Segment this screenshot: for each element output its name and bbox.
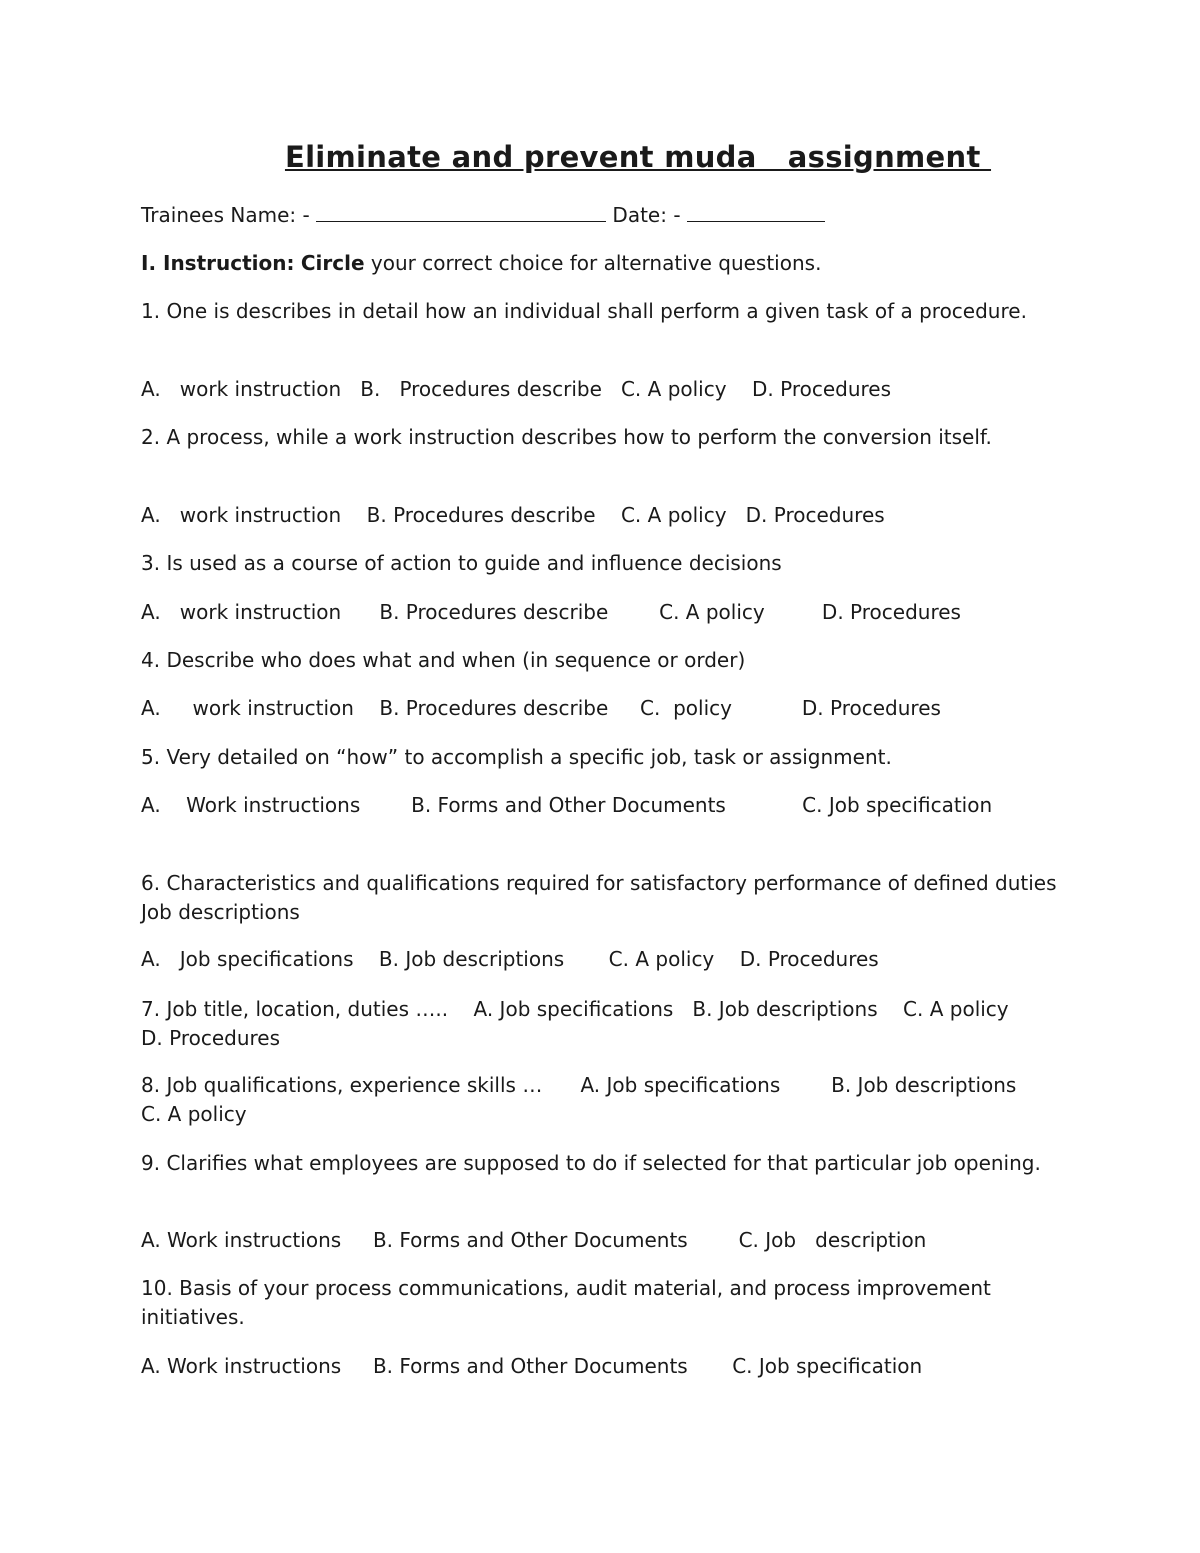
question-6: 6. Characteristics and qualifications required for satisfactory performance of defined duties Job descriptions <box>141 871 1057 924</box>
question-4: 4. Describe who does what and when (in sequence or order) <box>141 648 746 672</box>
instruction-verb: Circle <box>300 251 365 275</box>
instruction-line <box>141 249 821 278</box>
question-3: 3. Is used as a course of action to guide and influence decisions <box>141 551 782 575</box>
trainee-name-label: Trainees Name: - <box>141 203 310 227</box>
question-8: 8. Job qualifications, experience skills … A. Job specifications B. Job descriptions C. A policy <box>141 1073 1061 1126</box>
options-5: A. Work instructions B. Forms and Other Documents C. Job specification <box>141 793 993 817</box>
options-1: A. work instruction B. Procedures describe C. A policy D. Procedures <box>141 377 892 401</box>
question-7: 7. Job title, location, duties ….. A. Job specifications B. Job descriptions C. A policy D. Procedures <box>141 997 1054 1050</box>
question-9: 9. Clarifies what employees are supposed to do if selected for that particular job opening. <box>141 1151 1041 1175</box>
question-5: 5. Very detailed on “how” to accomplish a specific job, task or assignment. <box>141 745 892 769</box>
instruction-prefix: I. Instruction: <box>141 251 295 275</box>
options-3: A. work instruction B. Procedures describe C. A policy D. Procedures <box>141 600 961 624</box>
options-4: A. work instruction B. Procedures describe C. policy D. Procedures <box>141 696 941 720</box>
options-10: A. Work instructions B. Forms and Other Documents C. Job specification <box>141 1354 923 1378</box>
options-6: A. Job specifications B. Job descriptions C. A policy D. Procedures <box>141 947 879 971</box>
header-line <box>141 201 825 230</box>
options-2: A. work instruction B. Procedures describe C. A policy D. Procedures <box>141 503 885 527</box>
date-label: Date: - <box>612 203 681 227</box>
question-10: 10. Basis of your process communications, audit material, and process improvement initiatives. <box>141 1276 991 1329</box>
question-2: 2. A process, while a work instruction describes how to perform the conversion itself. <box>141 425 992 449</box>
instruction-text: your correct choice for alternative questions. <box>364 251 822 275</box>
question-1: 1. One is describes in detail how an individual shall perform a given task of a procedure. <box>141 299 1027 323</box>
page-title: Eliminate and prevent muda assignment <box>284 140 992 174</box>
trainee-name-blank[interactable] <box>316 203 606 222</box>
options-9: A. Work instructions B. Forms and Other Documents C. Job description <box>141 1228 927 1252</box>
date-blank[interactable] <box>687 203 825 222</box>
